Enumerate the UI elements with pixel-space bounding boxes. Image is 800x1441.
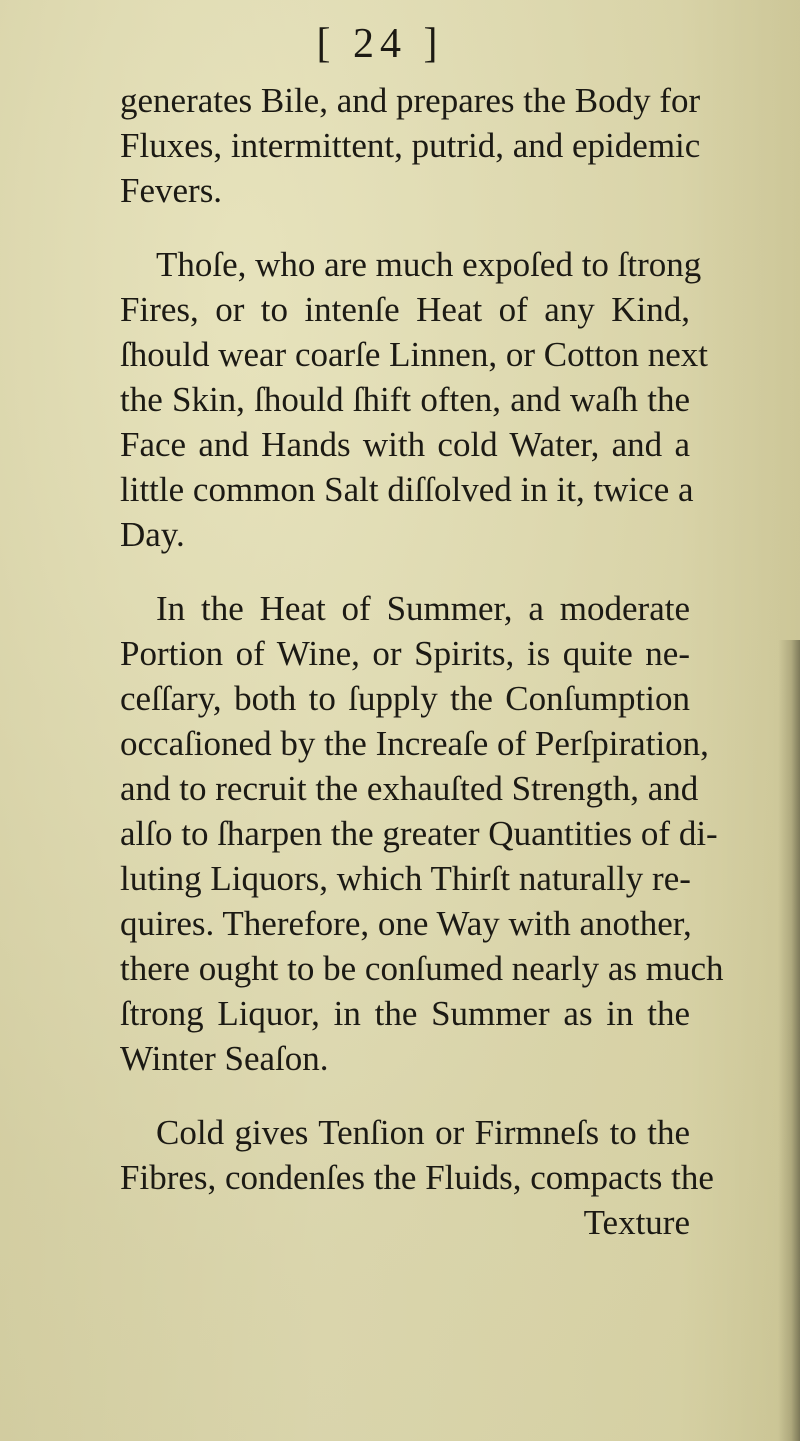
text-line: Day. (120, 515, 185, 554)
body-text (120, 78, 724, 1245)
text-line: the Skin, ſhould ſhift often, and waſh the (120, 380, 690, 419)
text-line: Fevers. (120, 171, 223, 210)
paragraph (120, 1110, 714, 1200)
text-line: Cold gives Tenſion or Firmneſs to the (156, 1113, 690, 1152)
text-line: Winter Seaſon. (120, 1039, 329, 1078)
paragraph (120, 586, 724, 1081)
text-line: ceſſary, both to ſupply the Conſumption (120, 679, 690, 718)
text-line: there ought to be conſumed nearly as much (120, 949, 724, 988)
page-number: [ 24 ] (316, 21, 444, 67)
paragraph (120, 242, 709, 557)
page-edge-shadow (778, 640, 800, 1441)
text-line: In the Heat of Summer, a moderate (156, 589, 690, 628)
text-line: and to recruit the exhauſted Strength, and (120, 769, 699, 808)
text-line: Fluxes, intermittent, putrid, and epidemic (120, 126, 701, 165)
catchword: Texture (583, 1203, 690, 1242)
text-line: Fires, or to intenſe Heat of any Kind, (120, 290, 690, 329)
text-line: ſhould wear coarſe Linnen, or Cotton next (120, 335, 709, 374)
text-line: alſo to ſharpen the greater Quantities of di- (120, 814, 718, 853)
text-line: Thoſe, who are much expoſed to ſtrong (156, 245, 702, 284)
text-line: occaſioned by the Increaſe of Perſpiration, (120, 724, 709, 763)
text-line: ſtrong Liquor, in the Summer as in the (120, 994, 690, 1033)
paragraph (120, 78, 701, 213)
text-line: Portion of Wine, or Spirits, is quite ne- (120, 634, 690, 673)
text-line: luting Liquors, which Thirſt naturally re- (120, 859, 691, 898)
text-line: quires. Therefore, one Way with another, (120, 904, 692, 943)
text-line: little common Salt diſſolved in it, twice a (120, 470, 694, 509)
text-line: generates Bile, and prepares the Body for (120, 81, 701, 120)
text-line: Fibres, condenſes the Fluids, compacts the (120, 1158, 714, 1197)
text-line: Face and Hands with cold Water, and a (120, 425, 690, 464)
